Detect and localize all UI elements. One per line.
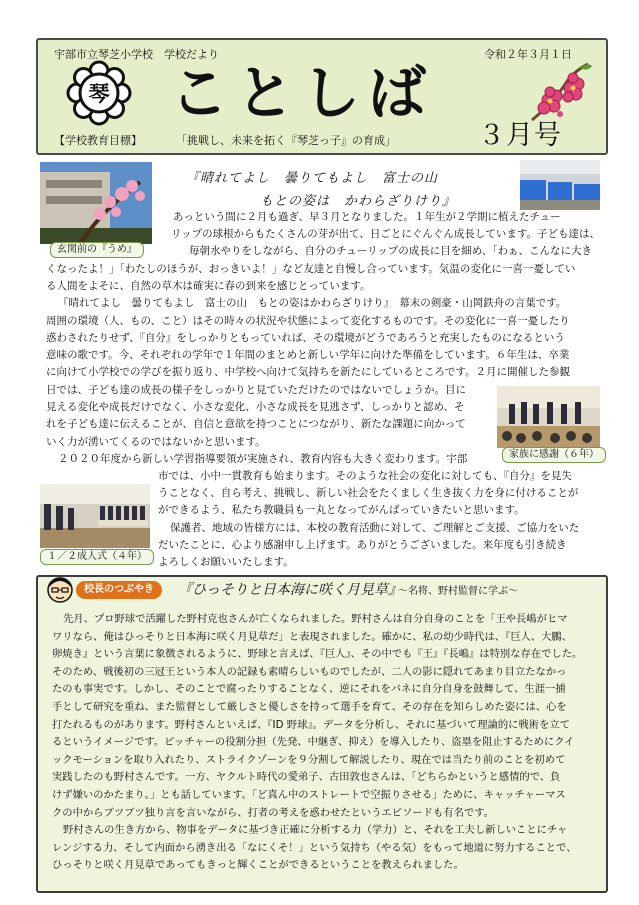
family-thanks-photo [497, 386, 600, 448]
column-line: 卵焼き』という言葉に象徴されるように、野球と言えば、『巨人』、その中でも『王』『長嶋』は特別な存在でした。 [52, 648, 583, 661]
column-line: たのも事実です。しかし、そのことで腐ったりすることなく、逆にそれをバネに自分自身を鼓舞して、生涯一捕 [52, 683, 566, 696]
issue-date: 令和２年３月１日 [484, 48, 572, 61]
column-body [52, 611, 598, 875]
column-line: クの中からブツブツ独り言を言いながら、打者の考えを惑わせたというエピソードも有名です。 [52, 806, 494, 819]
column-line: 野村さんの生き方から、物事をデータに基づき正確に分析する力（学力）と、それを工夫し新しいことにチャ [63, 824, 568, 837]
article-line: だいたことに、心より感謝申し上げます。ありがとうございました。来年度も引き続き [158, 538, 567, 551]
article-line: ができるよう、私たち教職員も一丸となってがんばっていきたいと思います。 [158, 504, 525, 517]
article-line: リップの球根からもたくさんの芽が出て、日ごとにぐんぐん成長しています。子ども達は、 [171, 228, 601, 241]
article-line: いく力が湧いてくるのではないかと思います。 [46, 435, 266, 448]
article-line: 惑わされたりせず、『自分』をしっかりともっていれば、その環境がどうであろうと充実したものになるという [46, 331, 565, 344]
plum-photo [40, 162, 152, 244]
school-name: 宇部市立琴芝小学校 学校だより [54, 48, 219, 61]
column-line: レンジする力、そして内面から湧き出る「なにくそ！」という気持ち（やる気）をもって地道に努力することで、 [52, 841, 577, 854]
article-block-5 [46, 451, 601, 468]
article-block-3 [46, 261, 601, 381]
issue-number: ３月号 [478, 120, 562, 151]
article-line: 市では、小中一貫教育も始まります。そのような社会の変化に対しても、『自分』を見失 [158, 470, 572, 482]
column-line: ックモーションを取り入れたり、ストライクゾーンを９分割して解説したり、現在では当たり前のことを初めて [52, 753, 566, 766]
article-line: る人間をよそに、自然の草木は確実に春の到来を感じとっています。 [46, 280, 371, 293]
article-line: 毎朝水やりをしながら、自分のチューリップの成長に目を細め、「わぁ、こんなに大き [189, 245, 592, 257]
article-line: くなったよ！」「わたしのほうが、おっきいよ！」など友達と自慢し合っています。気温の変化に一喜一憂してい [46, 263, 576, 275]
column-line: ひっそりと咲く月見草であってもきっと輝くことができるということを教えられました。 [52, 859, 464, 872]
column-line: ワリなら、俺はひっそりと日本海に咲く月見草だ」と表現されました。確かに、私の幼少時代は、『巨人、大鵬、 [52, 630, 572, 643]
article-line: うことなく、自ら考え、挑戦し、新しい社会をたくましく生き抜く力を身に付けることが [158, 487, 579, 500]
column-line: けず嫌いのかたまり。」とも話しています。「ど真ん中のストレートで空振りさせる」ために、キャッチャーマス [52, 788, 566, 801]
half-adult-ceremony-caption: １／２成人式（４年） [40, 549, 154, 565]
article-line: に向けて小学校での学びを振り返り、中学校へ向けて気持ちを新たにしているところです。２月に開催した参観 [46, 366, 571, 379]
school-goal-text: 「挑戦し、未来を拓く『琴芝っ子』の育成」 [176, 134, 396, 147]
family-thanks-caption: 家族に感謝（６年） [502, 447, 606, 463]
article-line: あっという間に２月も過ぎ、早３月となりました。１年生が２学期に植えたチュー [173, 211, 561, 223]
newsletter-title: ことしば [170, 59, 435, 127]
article-block-2 [155, 243, 600, 260]
school-emblem-icon [68, 62, 130, 124]
article-block-6 [158, 468, 601, 571]
column-badge: 校長のつぶやき [76, 581, 162, 599]
article-line: 日では、子ども達の成長の様子をしっかりと見ていただけたのではないでしょうか。目に [46, 384, 466, 396]
article-line: よろしくお願いいたします。 [158, 556, 294, 569]
principal-column [36, 575, 608, 893]
article-line: 意味の歌です。今、それぞれの学年で１年間のまとめと新しい学年に向けた準備をしています。６年生は、卒業 [46, 349, 570, 362]
column-line: 手として研究を重ね、また監督として厳しさと優しさを持って選手を育て、その存在を知らしめた姿には、心を [52, 700, 567, 713]
column-title: 『ひっそりと日本海に咲く月見草』 [178, 582, 402, 598]
column-line: るというイメージです。ピッチャーの役割分担（先発、中継ぎ、抑え）を導入したり、盗塁を阻止するためにクイ [52, 736, 575, 749]
article-line: ２０２０年度から新しい学習指導要領が実施され、教育内容も大きく変わります。宇部 [58, 453, 468, 465]
column-subtitle: ～名将、野村監督に学ぶ～ [398, 586, 518, 597]
poem-line-2: もとの姿は かわらざりけり』 [260, 194, 457, 209]
article-block-4 [46, 382, 494, 451]
column-line: 先月、プロ野球で活躍した野村克也さんが亡くなられました。野村さんは自分自身のことを「王や長嶋がヒマ [63, 613, 568, 625]
column-line: そのため、戦後初の三冠王という本人の記録も素晴らしいものでしたが、二人の影に隠れてあまり目立たなかっ [52, 665, 567, 678]
column-line: 打たれるものがあります。野村さんといえば、『ID 野球』。データを分析し、それに基づいて理論的に戦術を立て [52, 718, 570, 731]
newsletter-header [36, 38, 608, 155]
article-line: れを子ども達に伝えることが、自信と意欲を持つことにつながり、新たな課題に向かって [46, 418, 466, 431]
plum-blossom-icon [524, 62, 594, 124]
school-goal-label: 【学校教育目標】 [54, 134, 142, 147]
plum-photo-caption: 玄関前の『うめ』 [50, 242, 144, 258]
tulip-pots-photo [520, 160, 600, 210]
principal-face-icon [46, 575, 74, 603]
article-block-1 [171, 209, 601, 243]
emblem-char: 琴 [88, 82, 110, 106]
article-line: 見える変化や成長だけでなく、小さな変化、小さな成長を見逃さず、しっかりと認め、そ [46, 401, 465, 414]
half-adult-ceremony-photo [40, 484, 150, 548]
poem-line-1: 『晴れてよし 曇りてもよし 富士の山 [186, 171, 439, 186]
article-line: 『晴れてよし 曇りてもよし 富士の山 もとの姿はかわらざりけり』 幕末の剣豪・山岡鉄舟の言葉です。 [58, 297, 567, 310]
column-line: 実践したのも野村さんです。一方、ヤクルト時代の愛弟子、古田敦也さんは、「どちらかというと感情的で、負 [52, 771, 561, 784]
article-line: 保護者、地域の皆様方には、本校の教育活動に対して、ご理解とご支援、ご協力をいた [170, 521, 580, 534]
article-line: 周囲の環境（人、もの、こと）はその時々の状況や状態によって変化するものです。その変化に一喜一憂したり [46, 314, 570, 327]
